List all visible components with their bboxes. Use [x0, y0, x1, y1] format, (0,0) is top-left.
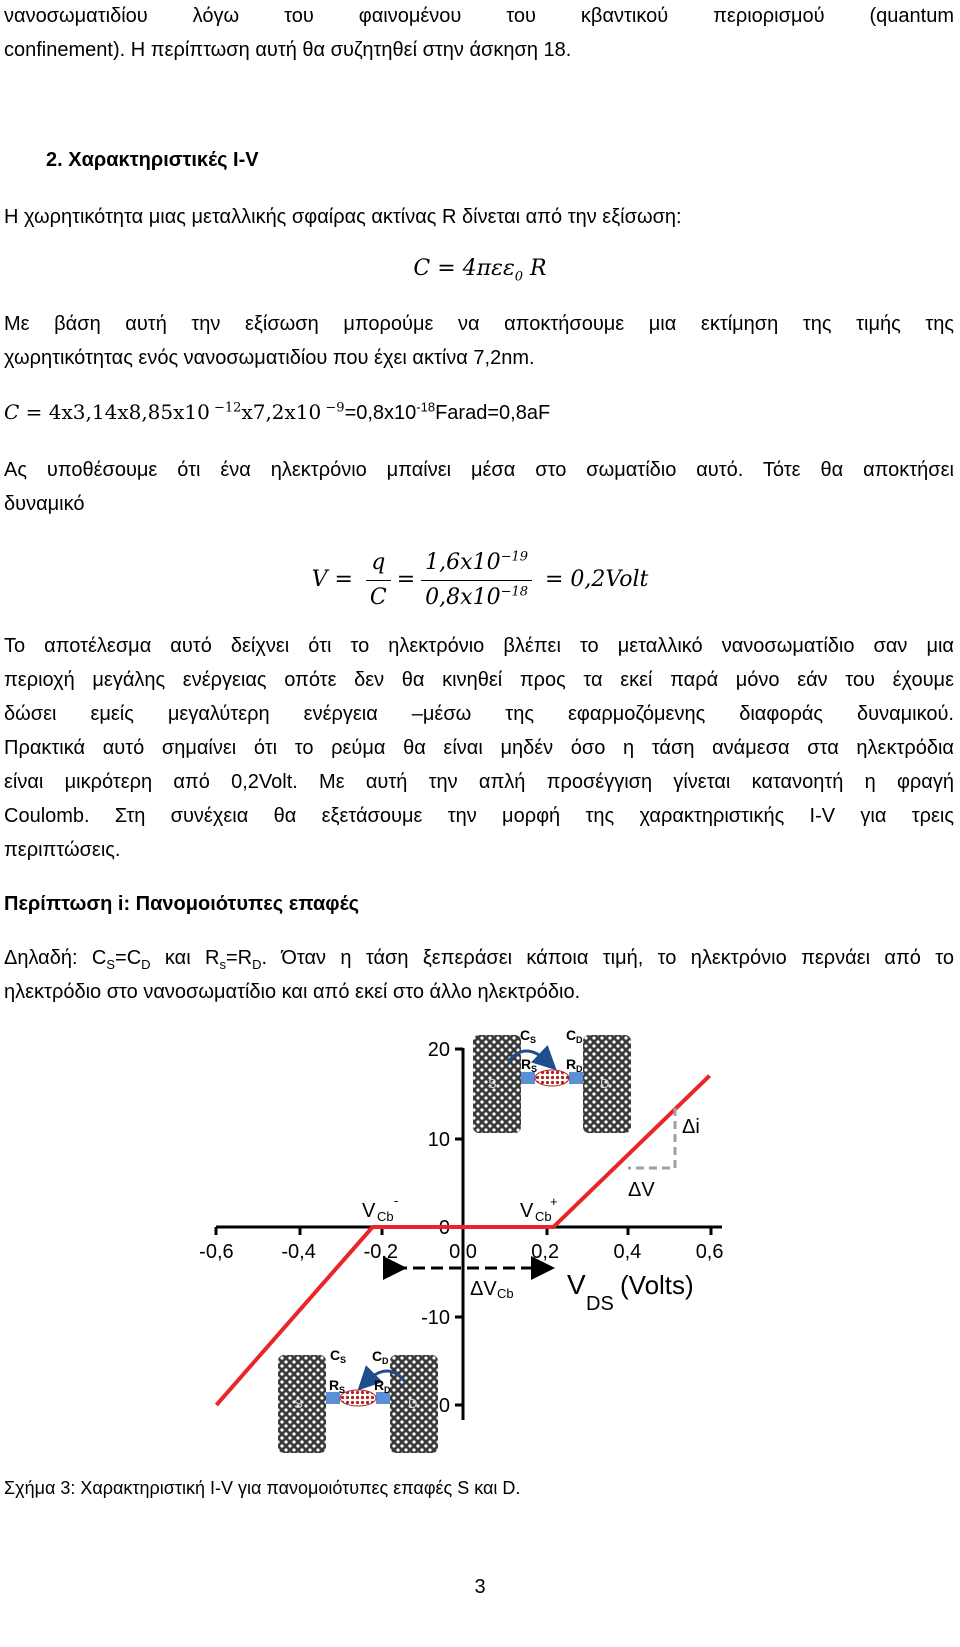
x-tick-label: -0,2	[363, 1241, 399, 1263]
svg-text:C: C	[520, 1027, 531, 1043]
equation-potential: V = $\frac{q}{C}$ = $\frac{1,6x10^{-19}}{0,8x10^{-18}}$ = 0,2Volt	[0, 540, 960, 620]
nanoparticle	[340, 1390, 376, 1406]
svg-text:S: S	[339, 1385, 346, 1395]
eq-symbol: V	[311, 567, 328, 592]
svg-text:DS: DS	[586, 1293, 614, 1315]
text-run: Δηλαδή: C	[4, 947, 107, 969]
paragraph-line: δυναμικό	[4, 493, 85, 515]
svg-text:-: -	[394, 1193, 399, 1208]
svg-text:Cb: Cb	[497, 1286, 514, 1301]
paragraph-line	[4, 944, 954, 972]
eq-exp: −19	[500, 549, 528, 565]
eq-exp: −18	[500, 584, 528, 600]
paragraph-line: είναι μικρότερη από 0,2Volt. Με αυτή την απλή προσέγγιση γίνεται κατανοητή η φραγή	[4, 771, 954, 793]
inset-bottom	[278, 1347, 438, 1453]
svg-text:C: C	[372, 1348, 383, 1364]
y-tick-label: 10	[427, 1129, 450, 1151]
text-sub: D	[141, 957, 151, 972]
figure-caption: Σχήμα 3: Χαρακτηριστική I-V για πανομοιότυπες επαφές S και D.	[4, 1478, 521, 1498]
vcb-minus-label	[362, 1193, 398, 1224]
svg-text:Cb: Cb	[535, 1209, 552, 1224]
x-axis-label	[567, 1269, 694, 1315]
svg-text:C: C	[330, 1347, 341, 1363]
eq-symbol: C	[413, 256, 431, 281]
eq-equals: =	[327, 567, 360, 592]
paragraph-line: δώσει εμείς μεγαλύτερη ενέργεια –μέσω της εφαρμοζόμενης διαφοράς δυναμικού.	[4, 703, 954, 725]
paragraph-line: ηλεκτρόδιο στο νανοσωματίδιο και από εκεί στο άλλο ηλεκτρόδιο.	[4, 981, 581, 1003]
svg-text:R: R	[374, 1377, 385, 1393]
text-run: =R	[225, 947, 253, 969]
svg-text:D: D	[576, 1035, 583, 1045]
source-electrode	[473, 1035, 521, 1133]
svg-text:D: D	[576, 1064, 583, 1074]
x-tick-label: -0,4	[281, 1241, 316, 1263]
svg-text:V: V	[362, 1200, 376, 1222]
svg-text:V: V	[567, 1269, 586, 1300]
eq-numerator: q	[366, 548, 391, 581]
svg-text:ΔV: ΔV	[470, 1278, 497, 1300]
paragraph-line: περιπτώσεις.	[4, 839, 121, 861]
inset-top	[473, 1027, 631, 1133]
svg-text:S: S	[488, 1076, 497, 1091]
svg-text:D: D	[384, 1385, 391, 1395]
delta-i-label: Δi	[682, 1116, 700, 1138]
eq-exp: −9	[321, 400, 345, 416]
x-tick-label: 0,4	[613, 1241, 642, 1263]
text-run: και R	[150, 947, 220, 969]
eq-part: =0,8x10	[344, 402, 417, 424]
eq-sub: 0	[514, 269, 524, 285]
paragraph-line: περιοχή μεγάλης ενέργειας οπότε δεν θα κινηθεί προς τα εκεί παρά μόνο εάν του έχουμε	[4, 669, 954, 691]
svg-text:+: +	[550, 1194, 558, 1209]
eq-part: = 4x3,14x8,85x10	[19, 400, 210, 424]
equation-capacitance-value	[4, 398, 954, 427]
svg-text:R: R	[521, 1056, 532, 1072]
eq-body: = 4πεε	[437, 256, 515, 281]
paragraph-line: χωρητικότητας ενός νανοσωματιδίου που έχει ακτίνα 7,2nm.	[4, 347, 535, 369]
eq-part: x7,2x10	[241, 400, 322, 424]
y-tick-label: -10	[421, 1307, 450, 1329]
svg-text:Cb: Cb	[377, 1209, 394, 1224]
delta-v-label: ΔV	[628, 1179, 655, 1201]
page-number: 3	[474, 1576, 486, 1598]
y-tick-label: 0	[438, 1217, 450, 1239]
eq-exp: −12	[209, 400, 242, 416]
svg-text:(Volts): (Volts)	[620, 1270, 694, 1300]
x-tick-label: 0,6	[695, 1241, 724, 1263]
text-run: . Όταν η τάση ξεπεράσει κάποια τιμή, το ηλεκτρόνιο περνάει από το	[261, 947, 955, 969]
svg-text:S: S	[530, 1035, 537, 1045]
equation-capacitance	[0, 255, 960, 283]
source-junction	[326, 1392, 340, 1404]
paragraph-line: Πρακτικά αυτό σημαίνει ότι το ρεύμα θα είναι μηδέν όσο η τάση ανάμεσα στα ηλεκτρόδια	[4, 737, 954, 759]
y-tick-label: 0	[438, 1395, 450, 1417]
paragraph-line: Η χωρητικότητα μιας μεταλλικής σφαίρας ακτίνας R δίνεται από την εξίσωση:	[4, 206, 682, 228]
paragraph-line: Το αποτέλεσμα αυτό δείχνει ότι το ηλεκτρόνιο βλέπει το μεταλλικό νανοσωματίδιο σαν μια	[4, 635, 954, 657]
svg-text:R: R	[566, 1056, 577, 1072]
paragraph-line: Ας υποθέσουμε ότι ένα ηλεκτρόνιο μπαίνει μέσα στο σωματίδιο αυτό. Τότε θα αποκτήσει	[4, 459, 954, 481]
vcb-plus-label	[520, 1194, 558, 1224]
eq-numerator: 1,6x10	[425, 549, 501, 575]
eq-exp: -18	[416, 399, 436, 415]
text-sub: s	[219, 957, 226, 972]
text-sub: S	[106, 957, 116, 972]
text-run: =C	[115, 947, 142, 969]
x-tick-label: 0,2	[531, 1241, 560, 1263]
paragraph-line: confinement). Η περίπτωση αυτή θα συζητηθεί στην άσκηση 18.	[4, 39, 572, 61]
section-heading: 2. Χαρακτηριστικές I-V	[46, 149, 259, 171]
eq-denominator: C	[369, 584, 387, 610]
y-tick-label: 20	[427, 1039, 450, 1061]
paragraph-line: Coulomb. Στη συνέχεια θα εξετάσουμε την μορφή της χαρακτηριστικής I-V για τρεις	[4, 805, 955, 827]
svg-text:S: S	[294, 1396, 303, 1411]
eq-part: Farad=0,8aF	[435, 402, 551, 424]
case-heading: Περίπτωση i: Πανομοιότυπες επαφές	[4, 893, 360, 915]
delta-vcb-label	[470, 1278, 514, 1301]
nanoparticle	[535, 1070, 569, 1086]
svg-text:D: D	[408, 1396, 418, 1411]
x-tick-label: -0,6	[199, 1241, 234, 1263]
svg-text:S: S	[340, 1355, 347, 1365]
paragraph-line: Με βάση αυτή την εξίσωση μπορούμε να αποκτήσουμε μια εκτίμηση της τιμής της	[4, 313, 954, 335]
paragraph-line: νανοσωματιδίου λόγω του φαινομένου του κβαντικού περιορισμού (quantum	[4, 5, 954, 27]
svg-text:V: V	[520, 1200, 534, 1222]
svg-text:S: S	[531, 1064, 538, 1074]
svg-text:D: D	[382, 1356, 389, 1366]
eq-denominator: 0,8x10	[425, 584, 501, 610]
x-tick-label: 0,0	[449, 1241, 477, 1263]
svg-text:D: D	[600, 1076, 610, 1091]
eq-radius: R	[523, 256, 547, 281]
svg-text:C: C	[566, 1027, 577, 1043]
text-sub: D	[252, 957, 262, 972]
eq-symbol: C	[4, 400, 20, 424]
iv-figure	[0, 1020, 960, 1470]
eq-result: = 0,2Volt	[538, 567, 649, 592]
svg-text:R: R	[329, 1377, 340, 1393]
